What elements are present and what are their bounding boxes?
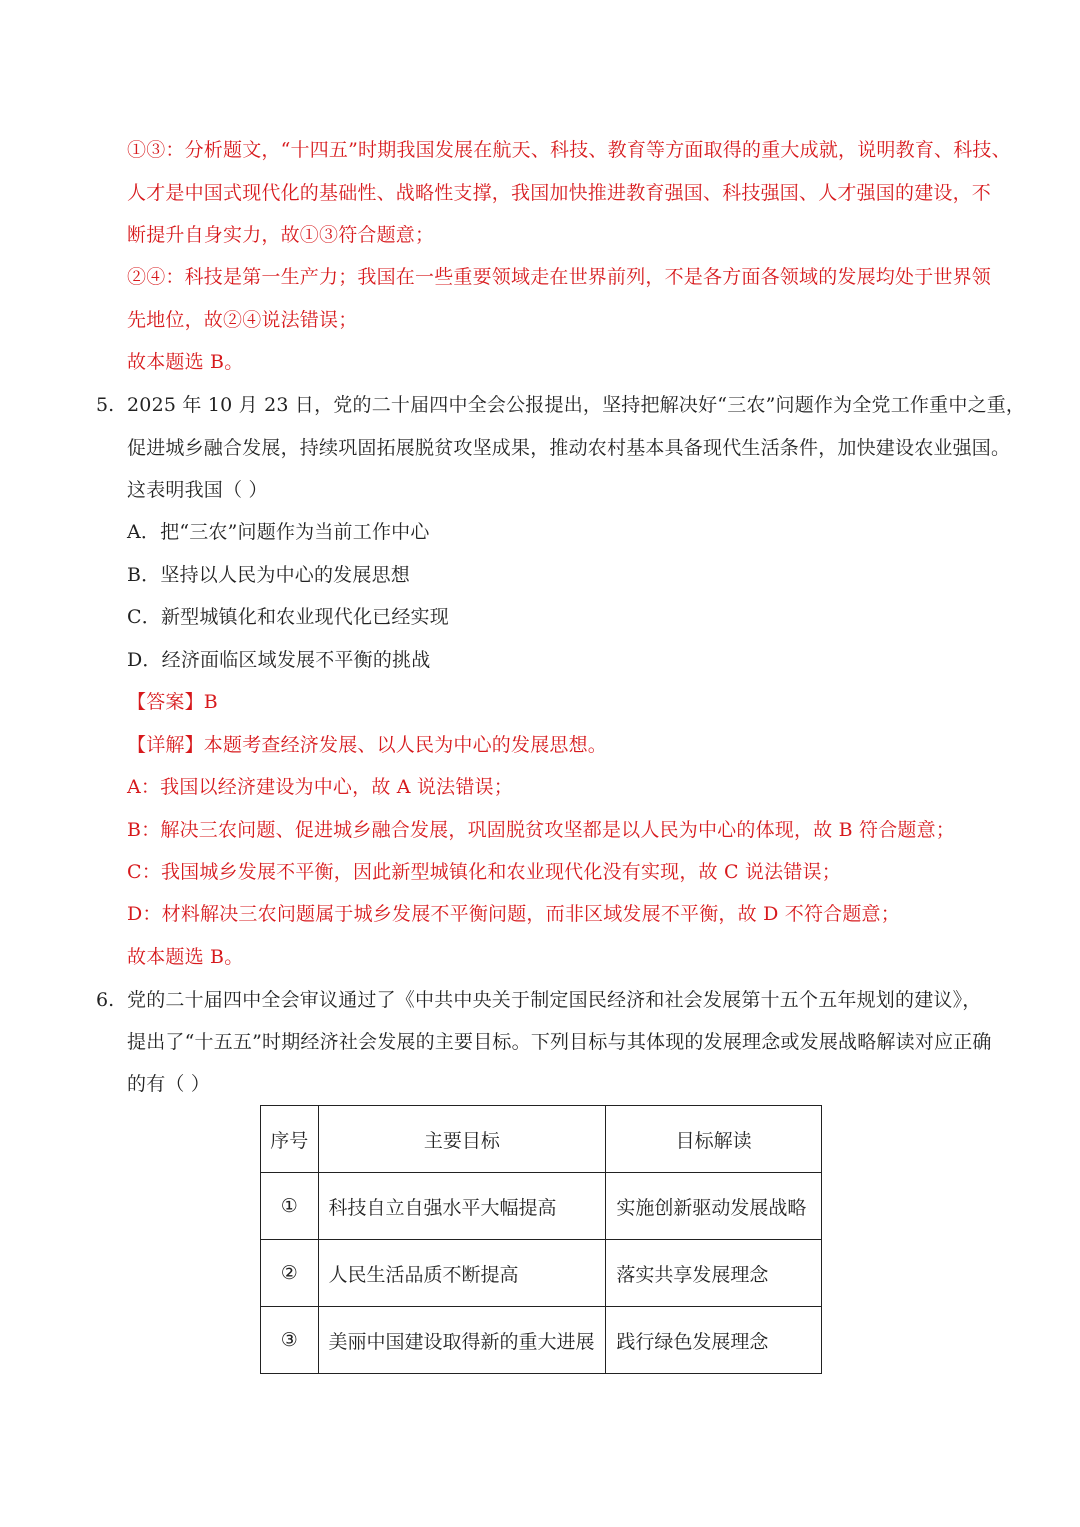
row-reading: 实施创新驱动发展战略 — [606, 1173, 822, 1240]
row-reading: 落实共享发展理念 — [606, 1240, 822, 1307]
explanation-a: A：我国以经济建设为中心，故 A 说法错误； — [127, 776, 513, 798]
row-index: ② — [261, 1240, 319, 1307]
row-goal: 科技自立自强水平大幅提高 — [318, 1173, 606, 1240]
analysis-line: ①③：分析题文，“十四五”时期我国发展在航天、科技、教育等方面取得的重大成就，说明教育、科技、 — [127, 139, 1011, 161]
question-stem: 2025 年 10 月 23 日，党的二十届四中全会公报提出，坚持把解决好“三农”问题作为全党工作重中之重， — [127, 394, 1026, 416]
row-goal: 人民生活品质不断提高 — [318, 1240, 606, 1307]
table-header-row — [261, 1106, 822, 1173]
analysis-line: 断提升自身实力，故①③符合题意； — [127, 224, 435, 246]
detail-label: 【详解】本题考查经济发展、以人民为中心的发展思想。 — [127, 734, 608, 756]
question-stem: 的有（ ） — [127, 1073, 211, 1095]
table-row — [261, 1173, 822, 1240]
table-row — [261, 1307, 822, 1374]
header-reading: 目标解读 — [606, 1106, 822, 1173]
table-row — [261, 1240, 822, 1307]
analysis-line: 先地位，故②④说法错误； — [127, 309, 358, 331]
row-index: ① — [261, 1173, 319, 1240]
option-d: D．经济面临区域发展不平衡的挑战 — [127, 649, 431, 671]
row-index: ③ — [261, 1307, 319, 1374]
row-goal: 美丽中国建设取得新的重大进展 — [318, 1307, 606, 1374]
analysis-line: 人才是中国式现代化的基础性、战略性支撑，我国加快推进教育强国、科技强国、人才强国的建设，不 — [127, 182, 992, 204]
explanation-b: B：解决三农问题、促进城乡融合发展，巩固脱贫攻坚都是以人民为中心的体现，故 B 符合题意； — [127, 819, 956, 841]
option-c: C．新型城镇化和农业现代化已经实现 — [127, 606, 449, 628]
explanation-d: D：材料解决三农问题属于城乡发展不平衡问题，而非区域发展不平衡，故 D 不符合题意； — [127, 903, 900, 925]
analysis-conclusion: 故本题选 B。 — [127, 351, 244, 373]
goals-table — [260, 1105, 822, 1374]
question-stem: 促进城乡融合发展，持续巩固拓展脱贫攻坚成果，推动农村基本具备现代生活条件，加快建设农业强国。 — [127, 437, 1011, 459]
question-number: 5. — [96, 394, 115, 416]
answer-conclusion: 故本题选 B。 — [127, 946, 244, 968]
answer-label: 【答案】B — [127, 691, 218, 713]
question-stem: 这表明我国（ ） — [127, 479, 268, 501]
question-number: 6. — [96, 989, 115, 1011]
question-stem: 提出了“十五五”时期经济社会发展的主要目标。下列目标与其体现的发展理念或发展战略解读对应正确 — [127, 1031, 992, 1053]
header-goal: 主要目标 — [318, 1106, 606, 1173]
option-a: A．把“三农”问题作为当前工作中心 — [127, 521, 430, 543]
row-reading: 践行绿色发展理念 — [606, 1307, 822, 1374]
option-b: B．坚持以人民为中心的发展思想 — [127, 564, 410, 586]
header-index: 序号 — [261, 1106, 319, 1173]
analysis-line: ②④：科技是第一生产力；我国在一些重要领域走在世界前列，不是各方面各领域的发展均处于世界领 — [127, 266, 992, 288]
explanation-c: C：我国城乡发展不平衡，因此新型城镇化和农业现代化没有实现，故 C 说法错误； — [127, 861, 841, 883]
question-stem: 党的二十届四中全会审议通过了《中共中央关于制定国民经济和社会发展第十五个五年规划的建议》， — [127, 989, 982, 1011]
